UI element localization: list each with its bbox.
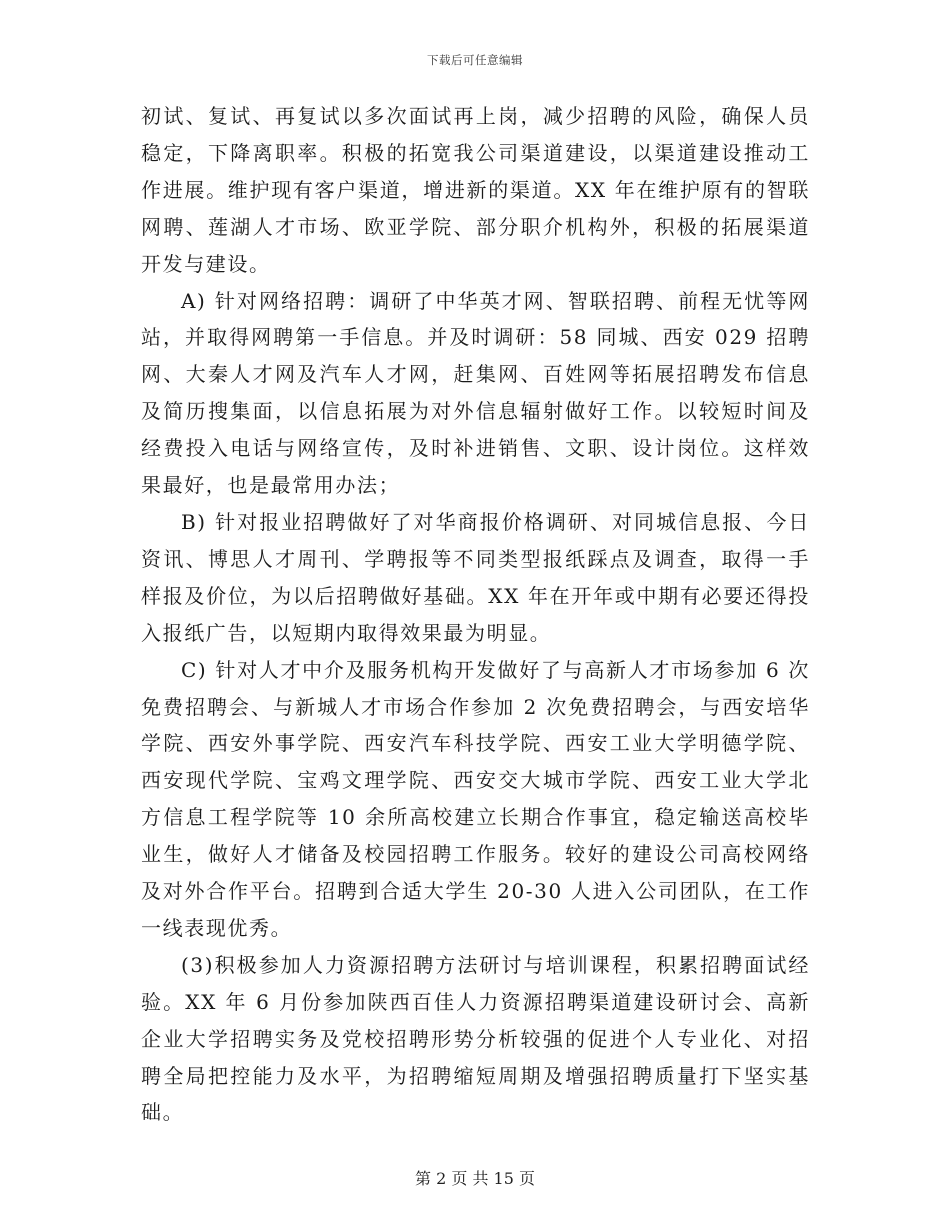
paragraph-agency-recruiting: C) 针对人才中介及服务机构开发做好了与高新人才市场参加 6 次免费招聘会、与新城人才市场合作参加 2 次免费招聘会，与西安培华学院、西安外事学院、西安汽车科技学院、西安工业大学明德学院、西安现代学院、宝鸡文理学院、西安交大城市学院、西安工业大学北方信息工程学院等 10 余所高校建立长期合作事宜，稳定输送高校毕业生，做好人才储备及校园招聘工作服务。较好的建设公司高校网络及对外合作平台。招聘到合适大学生 20-30 人进入公司团队，在工作一线表现优秀。 [141, 657, 810, 940]
paragraph-continuation: 初试、复试、再复试以多次面试再上岗，减少招聘的风险，确保人员稳定，下降离职率。积极的拓宽我公司渠道建设，以渠道建设推动工作进展。维护现有客户渠道，增进新的渠道。XX 年在维护原有的智联网聘、莲湖人才市场、欧亚学院、部分职介机构外，积极的拓展渠道开发与建设。 [141, 104, 810, 276]
paragraph-newspaper-recruiting: B) 针对报业招聘做好了对华商报价格调研、对同城信息报、今日资讯、博思人才周刊、学聘报等不同类型报纸踩点及调查，取得一手样报及价位，为以后招聘做好基础。XX 年在开年或中期有必要还得投入报纸广告，以短期内取得效果最为明显。 [141, 509, 810, 645]
page-header: 下载后可任意编辑 [427, 53, 523, 67]
page-number: 第 2 页 共 15 页 [415, 1169, 535, 1188]
paragraph-training: (3)积极参加人力资源招聘方法研讨与培训课程，积累招聘面试经验。XX 年 6 月份参加陕西百佳人力资源招聘渠道建设研讨会、高新企业大学招聘实务及党校招聘形势分析较强的促进个人专业化、对招聘全局把控能力及水平，为招聘缩短周期及增强招聘质量打下坚实基础。 [141, 952, 810, 1125]
document-body [141, 98, 810, 1131]
paragraph-network-recruiting: A) 针对网络招聘：调研了中华英才网、智联招聘、前程无忧等网站，并取得网聘第一手信息。并及时调研：58 同城、西安 029 招聘网、大秦人才网及汽车人才网，赶集网、百姓网等拓展招聘发布信息及简历搜集面，以信息拓展为对外信息辐射做好工作。以较短时间及经费投入电话与网络宣传，及时补进销售、文职、设计岗位。这样效果最好，也是最常用办法； [141, 288, 810, 498]
